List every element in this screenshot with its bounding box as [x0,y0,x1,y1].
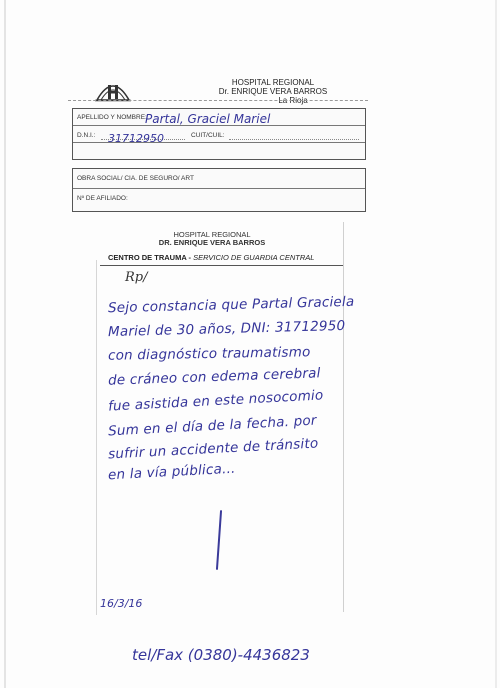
pad-subtitle-italic: SERVICIO DE GUARDIA CENTRAL [191,253,315,262]
header-divider [68,100,368,101]
handwritten-line: Mariel de 30 años, DNI: 31712950 [107,317,346,341]
dni-label: D.N.I.: [77,132,96,139]
dni-value: 31712950 [108,132,164,145]
pad-title-line1: HOSPITAL REGIONAL [173,230,251,239]
obra-social-label: OBRA SOCIAL/ CIA. DE SEGURO/ ART [77,175,194,182]
page-edge-left [4,0,6,688]
handwritten-telephone: tel/Fax (0380)-4436823 [132,646,310,664]
handwritten-line: fue asistida en este nosocomio [107,387,324,415]
insurance-form-box [72,168,366,212]
hospital-header-line2: Dr. ENRIQUE VERA BARROS [218,87,328,96]
hospital-logo [95,76,131,102]
pad-right-edge [343,222,344,612]
form-row-divider [73,188,365,189]
patient-name-value: Partal, Graciel Mariel [145,112,271,126]
page-edge-right [495,0,497,688]
pad-subtitle-bold: CENTRO DE TRAUMA - [108,253,192,262]
handwritten-line: de cráneo con edema cerebral [107,365,321,389]
handwritten-line: Sejo constancia que Partal Graciela [107,293,355,317]
pad-left-edge [96,260,97,615]
handwritten-line: sufrir un accidente de tránsito [107,435,319,463]
pad-title-line2: DR. ENRIQUE VERA BARROS [158,238,266,247]
afiliado-label: Nº DE AFILIADO: [77,195,128,202]
handwritten-line: con diagnóstico traumatismo [107,344,311,364]
pad-title [152,231,272,247]
hospital-header-line3: La Rioja [278,96,308,105]
cuit-label: CUIT/CUIL: [191,132,225,139]
handwritten-line: Sum en el día de la fecha. por [107,412,317,440]
cuit-dotted-line [229,139,359,140]
pad-subtitle [108,253,314,262]
rp-mark: Rp/ [125,270,148,285]
name-label: APELLIDO Y NOMBRE: [77,114,147,121]
hospital-header-line1: HOSPITAL REGIONAL [231,78,315,87]
handwritten-date: 16/3/16 [100,597,143,610]
handwritten-line: en la vía pública... [107,460,236,484]
pad-divider [100,265,343,266]
